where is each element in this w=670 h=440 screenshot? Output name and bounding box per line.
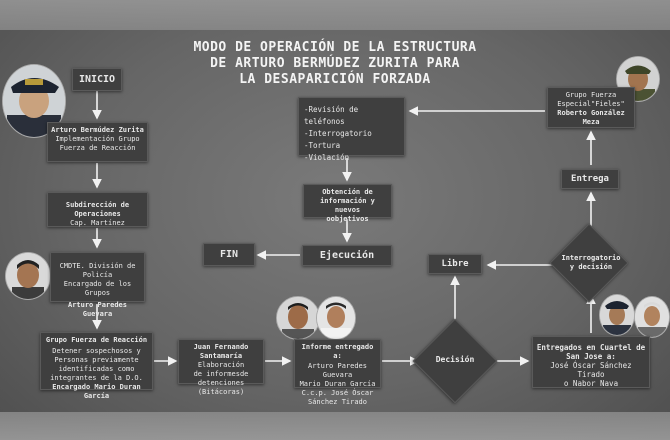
accion-interrogatorio: -Interrogatorio <box>304 129 372 138</box>
title-line-1: MODO DE OPERACIÓN DE LA ESTRUCTURA <box>193 40 477 55</box>
cmdte-line-1: CMDTE. División de Policía <box>59 262 136 279</box>
juan-box <box>178 339 264 396</box>
man-portrait-icon <box>635 297 669 337</box>
grupo-fieles-box <box>547 87 635 128</box>
informe-line-1: Arturo Paredes Guevara <box>307 362 367 379</box>
entregados-line-1: José Óscar Sánchez Tirado <box>550 361 632 379</box>
title-line-3: LA DESAPARICIÓN FORZADA <box>239 72 431 87</box>
subdireccion-sub: Cap. Martínez <box>70 219 125 227</box>
entrega-box <box>561 169 619 189</box>
photo-informe-2 <box>316 296 356 340</box>
inicio-box <box>72 68 122 91</box>
libre-box <box>428 254 482 274</box>
informe-line-4: Sánchez Tirado <box>307 398 367 406</box>
arturo-line-1: Implementación Grupo <box>55 135 140 143</box>
grupo-title: Grupo Fuerza de Reacción <box>45 336 148 344</box>
accion-tortura: -Tortura <box>304 141 341 150</box>
obtencion-line-2: información y nuevos <box>320 197 375 214</box>
title-line-2: DE ARTURO BERMÚDEZ ZURITA PARA <box>210 56 460 71</box>
man-portrait-icon <box>6 253 50 299</box>
entrega-label: Entrega <box>571 174 609 184</box>
interrogatorio-label <box>552 254 630 272</box>
photo-informe-1 <box>276 296 320 340</box>
cmdte-line-2: Encargado de los Grupos <box>63 280 132 297</box>
informe-box <box>294 339 381 406</box>
juan-rest-4: (Bitácoras) <box>197 388 245 396</box>
accion-violacion: -Violación <box>304 153 350 162</box>
fieles-line-2: Especial"Fieles" <box>557 100 625 108</box>
informe-title: Informe entregado a: <box>301 343 374 360</box>
interrogatorio-line-1: Interrogatorio <box>561 254 621 262</box>
fin-label: FIN <box>219 249 239 260</box>
fieles-line-1: Grupo Fuerza <box>565 91 617 99</box>
juan-line-1 <box>182 352 260 370</box>
grupo-line-2: Personas previamente <box>54 356 139 364</box>
ejecucion-label: Ejecución <box>319 250 375 261</box>
subdireccion-box <box>47 192 148 227</box>
obtencion-box <box>303 184 392 223</box>
man-portrait-icon <box>317 297 355 339</box>
acciones-box <box>298 97 405 162</box>
arturo-line-2: Fuerza de Reacción <box>59 144 136 152</box>
obtencion-line-1: Obtención de <box>322 188 373 196</box>
entregados-line-2: o Nabor Nava <box>563 379 619 388</box>
informe-line-2: Mario Duran García <box>299 380 376 388</box>
photo-arturo-paredes <box>5 252 51 300</box>
juan-rest-3: detenciones <box>197 379 245 387</box>
entregados-box <box>532 336 650 388</box>
decision-label: Decisión <box>435 355 475 364</box>
man-portrait-icon <box>277 297 319 339</box>
photo-entregados-1 <box>599 294 635 336</box>
obtencion-line-3: oobjetivos <box>326 215 369 223</box>
juan-name: Juan Fernando <box>193 343 249 351</box>
grupo-name: Encargado Mario Duran García <box>52 383 141 400</box>
juan-rest-1: Elaboración <box>197 361 245 369</box>
fin-box <box>203 243 255 266</box>
entregados-title2: San Jose a: <box>566 352 616 361</box>
fieles-name-2: Meza <box>582 118 600 126</box>
officer-portrait-icon <box>600 295 634 335</box>
accion-telefonos: -Revisión de teléfonos <box>304 105 359 126</box>
ejecucion-box <box>302 245 392 266</box>
informe-line-3: C.c.p. José Óscar <box>301 389 374 397</box>
juan-rest-2: de informesde <box>193 370 249 378</box>
grupo-line-1: Detener sospechosos y <box>52 347 141 355</box>
subdireccion-title: Subdirección de Operaciones <box>65 201 130 218</box>
cmdte-box <box>50 252 145 318</box>
interrogatorio-line-2: y decisión <box>569 263 613 271</box>
fieles-name: Roberto González <box>557 109 625 117</box>
juan-surname: Santamaría <box>199 352 243 360</box>
arturo-name: Arturo Bermúdez Zurita <box>51 126 144 134</box>
entregados-title: Entregados en Cuartel de <box>536 343 646 352</box>
grupo-box <box>40 332 153 400</box>
libre-label: Libre <box>441 259 469 269</box>
photo-entregados-2 <box>634 296 670 338</box>
cmdte-name: Arturo Paredes Guevara <box>67 301 127 318</box>
grupo-line-3: identificadas como <box>58 365 135 373</box>
grupo-line-4: integrantes de la D.O. <box>50 374 143 382</box>
inicio-label: INICIO <box>78 74 116 85</box>
arturo-box <box>47 122 148 162</box>
